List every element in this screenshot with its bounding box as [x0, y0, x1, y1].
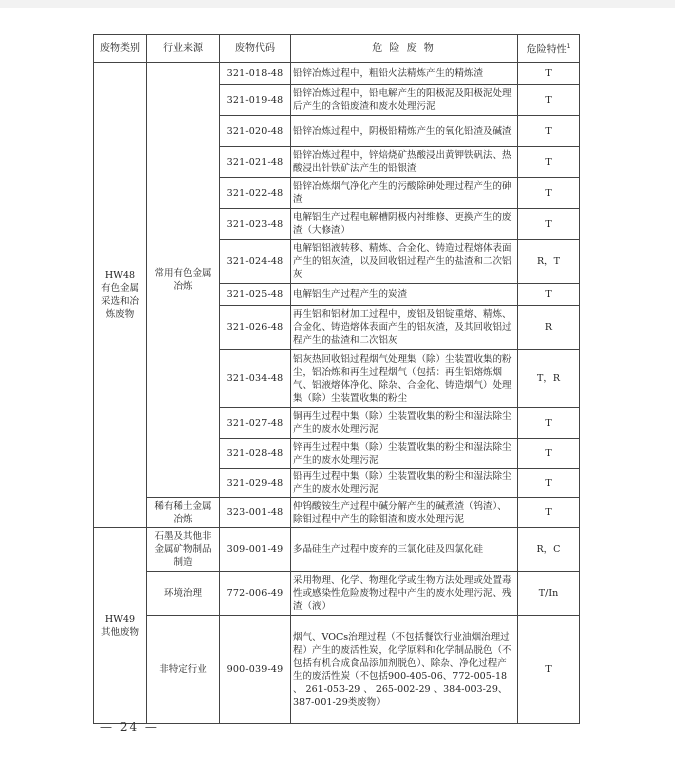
header-hazard-property-label: 危险特性 — [526, 44, 567, 56]
waste-description: 电解铝生产过程产生的炭渣 — [291, 284, 518, 306]
hazard-property: R — [518, 306, 580, 350]
waste-description: 铅锌冶炼过程中，锌焙烧矿热酸浸出黄钾铁矾法、热酸浸出针铁矿法产生的铅银渣 — [291, 147, 518, 178]
category-hw49: HW49 其他废物 — [94, 528, 147, 724]
hazard-property: T — [518, 469, 580, 498]
source-rare-metal: 稀有稀土金属 冶炼 — [147, 498, 220, 528]
hazard-property: T/In — [518, 572, 580, 616]
waste-description: 仲钨酸铵生产过程中碱分解产生的碱煮渣（钨渣）、除钼过程中产生的除钼渣和废水处理污泥 — [291, 498, 518, 528]
hazard-property: T — [518, 498, 580, 528]
table-row — [94, 498, 580, 528]
waste-description: 铜再生过程中集（除）尘装置收集的粉尘和湿法除尘产生的废水处理污泥 — [291, 408, 518, 439]
waste-code: 321-022-48 — [220, 178, 291, 209]
industry-source: 环境治理 — [147, 572, 220, 616]
table-row — [94, 572, 580, 616]
waste-code: 321-026-48 — [220, 306, 291, 350]
waste-description: 铅锌冶炼过程中，阴极铅精炼产生的氧化铅渣及碱渣 — [291, 116, 518, 147]
hazard-property: T，R — [518, 350, 580, 408]
header-hazardous-waste: 危 险 废 物 — [291, 35, 518, 63]
hazardous-waste-table — [93, 34, 580, 724]
hazard-property: T — [518, 147, 580, 178]
waste-code: 321-024-48 — [220, 240, 291, 284]
waste-description: 铅锌冶炼烟气净化产生的污酸除砷处理过程产生的砷渣 — [291, 178, 518, 209]
source-common-nonferrous: 常用有色金属 冶炼 — [147, 63, 220, 498]
waste-description: 电解铝生产过程电解槽阴极内衬维修、更换产生的废渣（大修渣） — [291, 209, 518, 240]
waste-code: 321-027-48 — [220, 408, 291, 439]
hazard-property: T — [518, 178, 580, 209]
waste-code: 323-001-48 — [220, 498, 291, 528]
header-hazard-property — [518, 35, 580, 63]
waste-description: 再生铝和铝材加工过程中，废铝及铝锭重熔、精炼、合金化、铸造熔体表面产生的铝灰渣，及其回收铝过程产生的盐渣和二次铝灰 — [291, 306, 518, 350]
waste-description: 锌再生过程中集（除）尘装置收集的粉尘和湿法除尘产生的废水处理污泥 — [291, 439, 518, 469]
waste-code: 321-020-48 — [220, 116, 291, 147]
header-industry-source: 行业来源 — [147, 35, 220, 63]
table-row — [94, 616, 580, 724]
table-row — [94, 528, 580, 572]
header-category: 废物类别 — [94, 35, 147, 63]
table-row — [94, 63, 580, 85]
header-footnote-mark: 1 — [566, 43, 571, 51]
waste-code: 321-018-48 — [220, 63, 291, 85]
hazard-property: T — [518, 408, 580, 439]
industry-source: 非特定行业 — [147, 616, 220, 724]
waste-code: 321-021-48 — [220, 147, 291, 178]
page-top-edge — [0, 0, 675, 8]
waste-description: 烟气、VOCs治理过程（不包括餐饮行业油烟治理过程）产生的废活性炭，化学原料和化学制品脱色（不包括有机合成食品添加剂脱色）、除杂、净化过程产生的废活性炭（不包括900-405-06、772-005-18 、 261-053-29 、 265-002-29 、384-003-29、387-001-29类废物） — [291, 616, 518, 724]
header-waste-code: 废物代码 — [220, 35, 291, 63]
waste-code: 321-028-48 — [220, 439, 291, 469]
waste-code: 321-023-48 — [220, 209, 291, 240]
hazard-property: T — [518, 85, 580, 116]
waste-code: 772-006-49 — [220, 572, 291, 616]
hazard-property: T — [518, 116, 580, 147]
waste-description: 铅再生过程中集（除）尘装置收集的粉尘和湿法除尘产生的废水处理污泥 — [291, 469, 518, 498]
waste-code: 900-039-49 — [220, 616, 291, 724]
industry-source: 石墨及其他非金属矿物制品制造 — [147, 528, 220, 572]
waste-code: 321-025-48 — [220, 284, 291, 306]
table-header-row — [94, 35, 580, 63]
hazard-property: T — [518, 284, 580, 306]
hazard-property: R，T — [518, 240, 580, 284]
waste-code: 309-001-49 — [220, 528, 291, 572]
category-hw48: HW48 有色金属 采选和冶 炼废物 — [94, 63, 147, 528]
waste-description: 铝灰热回收铝过程烟气处理集（除）尘装置收集的粉尘，铝冶炼和再生过程烟气（包括：再生铝熔炼烟气、铝液熔体净化、除杂、合金化、铸造烟气）处理集（除）尘装置收集的粉尘 — [291, 350, 518, 408]
waste-description: 采用物理、化学、物理化学或生物方法处理或处置毒性或感染性危险废物过程中产生的废水处理污泥、残渣（液） — [291, 572, 518, 616]
waste-code: 321-029-48 — [220, 469, 291, 498]
hazard-property: R，C — [518, 528, 580, 572]
waste-description: 电解铝铝液转移、精炼、合金化、铸造过程熔体表面产生的铝灰渣，以及回收铝过程产生的盐渣和二次铝灰 — [291, 240, 518, 284]
waste-code: 321-019-48 — [220, 85, 291, 116]
waste-description: 铅锌冶炼过程中，铅电解产生的阳极泥及阳极泥处理后产生的含铅废渣和废水处理污泥 — [291, 85, 518, 116]
waste-description: 铅锌冶炼过程中，粗铅火法精炼产生的精炼渣 — [291, 63, 518, 85]
hazard-property: T — [518, 209, 580, 240]
waste-description: 多晶硅生产过程中废弃的三氯化硅及四氯化硅 — [291, 528, 518, 572]
hazard-property: T — [518, 63, 580, 85]
hazard-property: T — [518, 439, 580, 469]
waste-code: 321-034-48 — [220, 350, 291, 408]
page-number: — 24 — — [100, 720, 159, 734]
hazard-property: T — [518, 616, 580, 724]
